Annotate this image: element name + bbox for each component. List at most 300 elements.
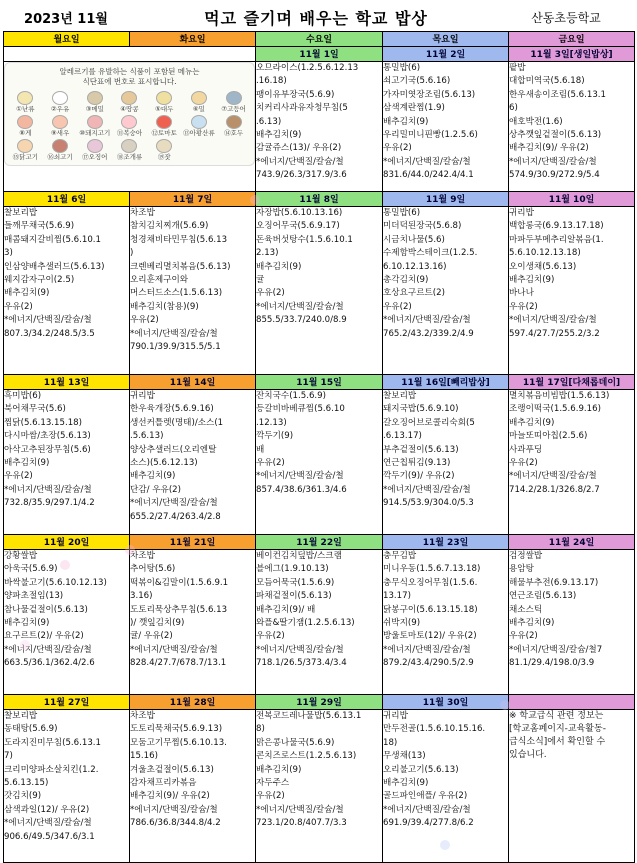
menu-item: 매콤돼지갈비찜(5.6.10.1 — [4, 234, 101, 245]
menu-item: 잔치국수(1.5.6.9) — [256, 391, 326, 401]
menu-item: *에너지/단백질/칼슘/철 — [383, 315, 471, 326]
menu-item: 방울토마토(12)/ 우유(2) — [383, 631, 477, 642]
menu-item: 생선커틀렛(명태)/소스(1 — [130, 417, 224, 428]
allergen-item — [9, 115, 42, 137]
day-menu-cell — [383, 710, 509, 863]
menu-item: 시금치나물(5.6) — [383, 234, 445, 245]
allergen-food-icon — [87, 139, 103, 153]
allergen-label: ④땅콩 — [120, 105, 139, 113]
menu-item: 5.6.10.12.13.18) — [509, 248, 581, 259]
menu-item: 충무김밥 — [383, 551, 417, 561]
allergen-label: ②우유 — [50, 105, 70, 113]
menu-item: 귀리밥 — [130, 391, 155, 401]
menu-item: 우유(2) — [256, 458, 285, 469]
day-menu-cell — [130, 207, 256, 375]
menu-item: 배추김치(9)/ 우유(2) — [130, 791, 210, 802]
allergen-food-icon — [156, 139, 172, 153]
menu-item: 맑은콩나물국(5.6.9) — [256, 737, 335, 748]
menu-item: 소스)(5.6.12.13) — [130, 458, 198, 469]
menu-table — [3, 31, 635, 863]
weekday-header-row — [4, 32, 635, 47]
menu-item: 인삼양배추샐러드(5.6.13) — [4, 261, 105, 272]
menu-item: 우유(2) — [509, 301, 538, 312]
menu-item: 우유(2) — [4, 471, 33, 482]
menu-item: 용암탕 — [509, 564, 534, 575]
menu-item: 전복코드레나물밥(5.6.13.1 — [256, 711, 362, 721]
menu-item: 배추김치(9) — [256, 130, 302, 141]
menu-item: 자장밥(5.6.10.13.16) — [256, 208, 343, 218]
allergen-item — [113, 139, 146, 161]
allergen-label: ⑲잣 — [157, 153, 171, 161]
menu-item: *에너지/단백질/칼슘/철 — [256, 804, 344, 815]
menu-item: 참나물겉절이(5.6.13) — [4, 604, 88, 615]
menu-item: 오징어무국(5.6.9.17) — [256, 221, 340, 232]
menu-item: 574.9/30.9/272.9/5.4 — [509, 170, 600, 181]
note-line: 급식소식]에서 확인할 수 — [509, 737, 606, 747]
weekday-wednesday: 수요일 — [256, 32, 383, 47]
menu-item: 배추김치(9) — [509, 275, 555, 286]
menu-item: 호상요구르트(2) — [383, 288, 445, 299]
menu-item: 831.6/44.0/242.4/4.1 — [383, 170, 474, 181]
allergen-item — [9, 91, 42, 113]
menu-item: 828.4/27.7/678.7/13.1 — [130, 658, 227, 669]
allergen-item — [183, 115, 216, 137]
menu-item: 쉬박지(9) — [383, 618, 421, 629]
date-row — [4, 695, 635, 710]
allergen-label: ⑭호두 — [224, 129, 244, 137]
menu-item: 732.8/35.9/297.1/4.2 — [4, 498, 95, 509]
meal-calendar-sheet — [3, 3, 634, 847]
day-menu-cell — [256, 62, 383, 192]
menu-item: 골드파인애플/ 우유(2) — [383, 791, 468, 802]
menu-item: *에너지/단백질/칼슘/철 — [383, 804, 471, 815]
menu-item: 부추겉절이(5.6.13) — [383, 444, 459, 455]
menu-item: 906.6/49.5/347.6/3.1 — [4, 831, 95, 842]
allergen-food-icon — [52, 91, 68, 105]
menu-item: 663.5/36.1/362.4/2.6 — [4, 658, 95, 669]
allergen-label: ③메밀 — [85, 105, 104, 113]
menu-item: 5.6.13.15) — [4, 778, 49, 789]
allergen-item — [44, 115, 77, 137]
menu-item: 차조밥 — [130, 551, 155, 561]
allergen-food-icon — [87, 91, 103, 105]
allergen-food-icon — [17, 139, 33, 153]
menu-item: 가자미엿장조림(5.6.13) — [383, 89, 476, 100]
menu-item: 채소스틱 — [509, 604, 543, 615]
menu-item: 배추김치(9) — [256, 764, 302, 775]
allergen-item — [148, 91, 181, 113]
menu-item: 와플&딸기잼(1.2.5.6.13) — [256, 618, 355, 629]
menu-item: 배 — [256, 444, 265, 455]
allergy-legend — [4, 62, 255, 166]
menu-item: 배추김치(9) — [256, 261, 302, 272]
date-cell: 11월 22일 — [256, 535, 383, 550]
allergen-food-icon — [17, 91, 33, 105]
menu-item: 790.1/39.9/315.5/5.1 — [130, 342, 221, 353]
menu-item: *에너지/단백질/칼슘/철 — [130, 804, 218, 815]
menu-item: 감귤쥬스(13)/ 우유(2) — [256, 143, 342, 154]
school-name: 산동초등학교 — [531, 10, 601, 25]
menu-item: 삼색과일(12)/ 우유(2) — [4, 804, 90, 815]
day-menu-cell — [130, 710, 256, 863]
menu-item: 도토리묵상추무침(5.6.13 — [130, 604, 228, 615]
menu-item: 배추김치(9) — [509, 417, 555, 428]
day-menu-cell — [256, 390, 383, 535]
menu-item: 807.3/34.2/248.5/3.5 — [4, 328, 95, 339]
menu-item: 배추김치(9) — [383, 778, 429, 789]
menu-item: 655.2/27.4/263.4/2.8 — [130, 511, 221, 522]
menu-item: 배추김치(9) — [4, 458, 50, 469]
date-cell: 11월 3일[생일밥상] — [509, 47, 635, 62]
date-cell: 11월 9일 — [383, 192, 509, 207]
menu-item: 팽이유부장국(5.6.9) — [256, 89, 335, 100]
allergen-food-icon — [191, 115, 207, 129]
date-cell: 11월 29일 — [256, 695, 383, 710]
menu-item: 879.2/43.4/290.5/2.9 — [383, 658, 474, 669]
day-menu-cell — [256, 207, 383, 375]
allergen-item — [217, 115, 250, 137]
menu-item: 찜닭(5.6.13.15.18) — [4, 417, 82, 428]
menu-item: 우유(2) — [509, 458, 538, 469]
menu-item: 우유(2) — [256, 631, 285, 642]
menu-item: 우유(2) — [383, 143, 412, 154]
menu-item: 깍두기(9) — [256, 431, 294, 442]
menu-item: 914.5/53.9/304.0/5.3 — [383, 498, 474, 509]
allergen-item — [9, 139, 42, 161]
allergen-item — [217, 91, 250, 113]
menu-item: *에너지/단백질/칼슘/철 — [256, 156, 344, 167]
menu-item: 우유(2) — [4, 301, 33, 312]
menu-item: 8) — [256, 724, 265, 735]
menu-item: 충무식오징어무침(1.5.6. — [383, 577, 478, 588]
date-cell: 11월 15일 — [256, 375, 383, 390]
month-label: 2023년 11월 — [24, 11, 108, 27]
date-cell: 11월 10일 — [509, 192, 635, 207]
menu-item: 치커리사과유자청무침(5 — [256, 103, 348, 114]
menu-item: 검정쌀밥 — [509, 551, 543, 561]
menu-item: 자두주스 — [256, 778, 290, 789]
menu-item: 도토리묵채국(5.6.9.13) — [130, 724, 223, 735]
allergen-food-icon — [226, 91, 242, 105]
day-menu-cell — [509, 390, 635, 535]
menu-item: 배추김치(9) — [4, 618, 50, 629]
allergen-label: ⑱조개류 — [116, 153, 143, 161]
menu-row — [4, 390, 635, 535]
menu-item: 강황쌀밥 — [4, 551, 38, 561]
menu-item: 크리미양파소살치킨(1.2. — [4, 764, 99, 775]
menu-item: .6.13.17) — [383, 431, 422, 442]
day-menu-cell — [4, 550, 130, 695]
menu-item: 한우육개장(5.6.9.16) — [130, 404, 214, 415]
menu-item: 배추김치(9)/ 배 — [256, 604, 316, 615]
allergen-label: ⑥밀 — [192, 105, 205, 113]
menu-item: 차조밥 — [130, 208, 155, 218]
allergen-label: ⑰오징어 — [82, 153, 108, 161]
day-menu-cell — [383, 207, 509, 375]
menu-item: 우유(2) — [383, 301, 412, 312]
allergen-label: ⑫토마토 — [151, 129, 177, 137]
menu-item: 참치김치찌개(5.6.9) — [130, 221, 209, 232]
allergen-item — [44, 91, 77, 113]
date-cell: 11월 17일[다채롭데이] — [509, 375, 635, 390]
menu-item: 다시마쌈/초장(5.6.13) — [4, 431, 91, 442]
menu-item: *에너지/단백질/칼슘/철 — [4, 484, 92, 495]
day-menu-cell — [509, 62, 635, 192]
allergen-food-icon — [121, 91, 137, 105]
menu-item: 쇠고기국(5.6.16) — [383, 76, 451, 87]
menu-item: 팥밥 — [509, 63, 526, 73]
menu-item: 우유(2) — [256, 288, 285, 299]
date-cell: 11월 24일 — [509, 535, 635, 550]
menu-item: .5.6.13) — [130, 431, 164, 442]
day-menu-cell — [4, 710, 130, 863]
date-cell: 11월 7일 — [130, 192, 256, 207]
menu-item: 723.1/20.8/407.7/3.3 — [256, 818, 347, 829]
menu-item: 콘치즈로스트(1.2.5.6.13) — [256, 751, 357, 762]
menu-item: 통밀밥(6) — [383, 208, 421, 218]
menu-item: 웨지감자구이(2.5) — [4, 275, 75, 286]
menu-item: 조랭이떡국(1.5.6.9.16) — [509, 404, 601, 415]
menu-item: 귤/ 우유(2) — [130, 631, 173, 642]
menu-item: 모듬어묵국(1.5.6.9) — [256, 577, 335, 588]
menu-item: 배추김치(9) — [130, 471, 176, 482]
allergy-title-line: 식단표에 번호로 표시합니다. — [82, 77, 177, 86]
menu-item: 베이컨김치덮밥/스크램 — [256, 551, 342, 561]
allergen-label: ①난류 — [16, 105, 35, 113]
menu-item: 상추깻잎겉절이(5.6.13) — [509, 130, 602, 141]
menu-item: 떡볶이&김말이(1.5.6.9.1 — [130, 577, 229, 588]
menu-item: 요구르트(2)/ 우유(2) — [4, 631, 84, 642]
menu-item: 714.2/28.1/326.8/2.7 — [509, 484, 600, 495]
menu-item: 우유(2) — [256, 791, 285, 802]
allergen-food-icon — [121, 139, 137, 153]
date-cell: 11월 1일 — [256, 47, 383, 62]
date-cell — [509, 695, 635, 710]
menu-item: 해물부추전(6.9.13.17) — [509, 577, 599, 588]
allergen-food-icon — [17, 115, 33, 129]
menu-item: 갈오징어브로콜리숙회(5 — [383, 417, 475, 428]
page-title: 먹고 즐기며 배우는 학교 밥상 — [204, 8, 428, 28]
menu-item: 크렌베리멸치볶음(5.6.13) — [130, 261, 231, 272]
menu-item: 블에그(1.9.10.13) — [256, 564, 329, 575]
menu-item: 돈육버섯탕수(1.5.6.10.1 — [256, 234, 353, 245]
menu-item: 오이생채(5.6.13) — [509, 261, 577, 272]
menu-item: 우유(2) — [509, 631, 538, 642]
menu-item: *에너지/단백질/칼슘/철 — [4, 818, 92, 829]
menu-item: *에너지/단백질/칼슘/철 — [130, 498, 218, 509]
menu-item: 등갈비바베큐찜(5.6.10 — [256, 404, 345, 415]
menu-item: .12.13) — [256, 417, 287, 428]
menu-item: 겨울초겉절이(5.6.13) — [130, 764, 214, 775]
menu-item: *에너지/단백질/칼슘/철 — [256, 301, 344, 312]
menu-item: 6.10.12.13.16) — [383, 261, 447, 272]
date-cell: 11월 28일 — [130, 695, 256, 710]
info-note-cell — [509, 710, 635, 863]
menu-item: 우유(2) — [130, 315, 159, 326]
menu-row — [4, 62, 635, 192]
date-cell: 11월 21일 — [130, 535, 256, 550]
allergen-item — [113, 91, 146, 113]
menu-item: *에너지/단백질/칼슘/철 — [130, 328, 218, 339]
menu-item: 857.4/38.6/361.3/4.6 — [256, 484, 347, 495]
menu-item: *에너지/단백질/칼슘/철 — [509, 315, 597, 326]
date-row — [4, 535, 635, 550]
menu-item: 북어채무국(5.6) — [4, 404, 66, 415]
day-menu-cell — [509, 550, 635, 695]
menu-item: 귤 — [256, 275, 265, 286]
allergy-title-line: 알레르기를 유발하는 식품이 포함된 메뉴는 — [59, 67, 200, 76]
menu-item: *에너지/단백질/칼슘/철 — [383, 644, 471, 655]
day-menu-cell — [383, 390, 509, 535]
date-cell: 11월 23일 — [383, 535, 509, 550]
menu-item: 돼지국밥(5.6.9.10) — [383, 404, 459, 415]
allergen-label: ⑩돼지고기 — [79, 129, 111, 137]
menu-item: 멸치볶음비빔밥(1.5.6.13) — [509, 391, 610, 401]
menu-item: 들깨무채국(5.6.9) — [4, 221, 75, 232]
menu-item: 바싹불고기(5.6.10.12.13) — [4, 577, 107, 588]
allergen-food-icon — [52, 139, 68, 153]
menu-item: 모둠고기무찜(5.6.10.13. — [130, 737, 227, 748]
allergen-food-icon — [121, 115, 137, 129]
date-row — [4, 375, 635, 390]
menu-item: 2.13) — [256, 248, 279, 259]
allergen-label: ⑯쇠고기 — [47, 153, 73, 161]
menu-item: *에너지/단백질/칼슘/철 — [256, 471, 344, 482]
menu-item: 배추김치(9) — [509, 618, 555, 629]
menu-item: 7) — [4, 751, 13, 762]
menu-item: *에너지/단백질/칼슘/철 — [4, 644, 92, 655]
menu-item: 597.4/27.7/255.2/3.2 — [509, 328, 600, 339]
menu-item: 청경채비타민무침(5.6.13 — [130, 234, 228, 245]
menu-item: *에너지/단백질/칼슘/철 — [4, 315, 92, 326]
menu-item: 18) — [383, 737, 398, 748]
allergen-item — [78, 139, 111, 161]
menu-item: 통밀밥(6) — [383, 63, 421, 73]
date-cell: 11월 16일[빼리밥상] — [383, 375, 509, 390]
menu-item: 사과푸딩 — [509, 444, 543, 455]
day-menu-cell — [509, 207, 635, 375]
date-cell — [4, 47, 256, 62]
allergen-item — [148, 139, 181, 161]
allergen-food-icon — [156, 91, 172, 105]
day-menu-cell — [4, 207, 130, 375]
weekday-tuesday: 화요일 — [130, 32, 256, 47]
allergen-label: ⑤대두 — [155, 105, 174, 113]
menu-item: 718.1/26.5/373.4/3.4 — [256, 658, 347, 669]
date-cell: 11월 13일 — [4, 375, 130, 390]
allergy-info-cell — [4, 62, 256, 192]
title-row — [3, 3, 634, 31]
weekday-monday: 월요일 — [4, 32, 130, 47]
menu-item: 배추김치(9) — [4, 288, 50, 299]
menu-item: 찰보리밥 — [383, 391, 417, 401]
menu-item: 파채겉절이(5.6.13) — [256, 591, 332, 602]
menu-item: 아삭고추된장무침(5.6) — [4, 444, 91, 455]
menu-item: 3) — [4, 248, 13, 259]
menu-item: 691.9/39.4/277.8/6.2 — [383, 818, 474, 829]
menu-item: 무생채(13) — [383, 751, 426, 762]
menu-item: 찰보리밥 — [4, 711, 38, 721]
menu-item: 깍두기(9)/ 우유(2) — [383, 471, 455, 482]
weekday-friday: 금요일 — [509, 32, 635, 47]
menu-item: 흑미밥(6) — [4, 391, 42, 401]
allergen-food-icon — [52, 115, 68, 129]
menu-item: 마늘또띠아칩(2.5.6) — [509, 431, 588, 442]
menu-item: 닭봉구이(5.6.13.15.18) — [383, 604, 478, 615]
menu-item: 한우새송이조림(5.6.13.1 — [509, 89, 606, 100]
menu-item: 81.1/29.4/198.0/3.9 — [509, 658, 595, 669]
day-menu-cell — [383, 62, 509, 192]
date-cell: 11월 8일 — [256, 192, 383, 207]
menu-item: 머스터드소스(1.5.6.13) — [130, 288, 223, 299]
menu-item: 3.16) — [130, 591, 153, 602]
menu-item: 15.16) — [130, 751, 158, 762]
note-line: ※ 학교급식 관련 정보는 — [509, 711, 604, 721]
menu-item: 765.2/43.2/339.2/4.9 — [383, 328, 474, 339]
menu-item: 동태탕(5.6.9) — [4, 724, 58, 735]
menu-item: 연근칩튀김(9.13) — [383, 458, 451, 469]
allergen-label: ⑬아황산류 — [183, 129, 215, 137]
menu-row — [4, 550, 635, 695]
menu-item: 배추김치(9) — [383, 116, 429, 127]
menu-item: 미더덕된장국(5.6.8) — [383, 221, 462, 232]
day-menu-cell — [130, 550, 256, 695]
menu-item: *에너지/단백질/칼슘/철7 — [509, 644, 603, 655]
allergen-item — [78, 115, 111, 137]
menu-item: )/ 깻잎김치(9) — [130, 618, 185, 629]
menu-item: 855.5/33.7/240.0/8.9 — [256, 315, 347, 326]
date-cell: 11월 2일 — [383, 47, 509, 62]
allergen-label: ⑦고등어 — [221, 105, 246, 113]
menu-item: 삼색계란찜(1.9) — [383, 103, 445, 114]
menu-item: 오리훈제구이와 — [130, 275, 189, 286]
menu-item: 배추김치(참용)(9) — [130, 301, 199, 312]
menu-item: *에너지/단백질/칼슘/철 — [383, 484, 471, 495]
date-cell: 11월 6일 — [4, 192, 130, 207]
menu-item: 미니우동(1.5.6.7.13.18) — [383, 564, 481, 575]
menu-item: 786.6/36.8/344.8/4.2 — [130, 818, 221, 829]
date-cell: 11월 30일 — [383, 695, 509, 710]
menu-item: 대합미역국(5.6.18) — [509, 76, 585, 87]
allergen-food-icon — [87, 115, 103, 129]
day-menu-cell — [256, 550, 383, 695]
menu-item: .6.13) — [256, 116, 282, 127]
menu-item: 귀리밥 — [509, 208, 534, 218]
allergen-label: ⑪복숭아 — [116, 129, 143, 137]
menu-item: 애호박전(1.6) — [509, 116, 563, 127]
menu-item: 양상추샐러드(오리엔탈 — [130, 444, 217, 455]
allergen-item — [183, 91, 216, 113]
date-cell: 11월 27일 — [4, 695, 130, 710]
allergen-item — [44, 139, 77, 161]
menu-item: 6) — [509, 103, 518, 114]
menu-item: 귀리밥 — [383, 711, 408, 721]
menu-item: *에너지/단백질/칼슘/철 — [383, 156, 471, 167]
allergen-food-icon — [156, 115, 172, 129]
menu-item: 찰보리밥 — [4, 208, 38, 218]
menu-item: 총각김치(9) — [383, 275, 429, 286]
allergen-label: ⑨새우 — [50, 129, 70, 137]
menu-item: 우리밀미니핀빵(1.2.5.6) — [383, 130, 478, 141]
date-row — [4, 192, 635, 207]
note-line: [학교홈페이지-교육활동- — [509, 724, 606, 734]
date-row — [4, 47, 635, 62]
menu-item: *에너지/단백질/칼슘/철 — [509, 156, 597, 167]
menu-item: 차조밥 — [130, 711, 155, 721]
menu-item: *에너지/단백질/칼슘/철 — [509, 471, 597, 482]
menu-item: 양파초절임(13) — [4, 591, 64, 602]
menu-item: 연근조림(5.6.13) — [509, 591, 577, 602]
